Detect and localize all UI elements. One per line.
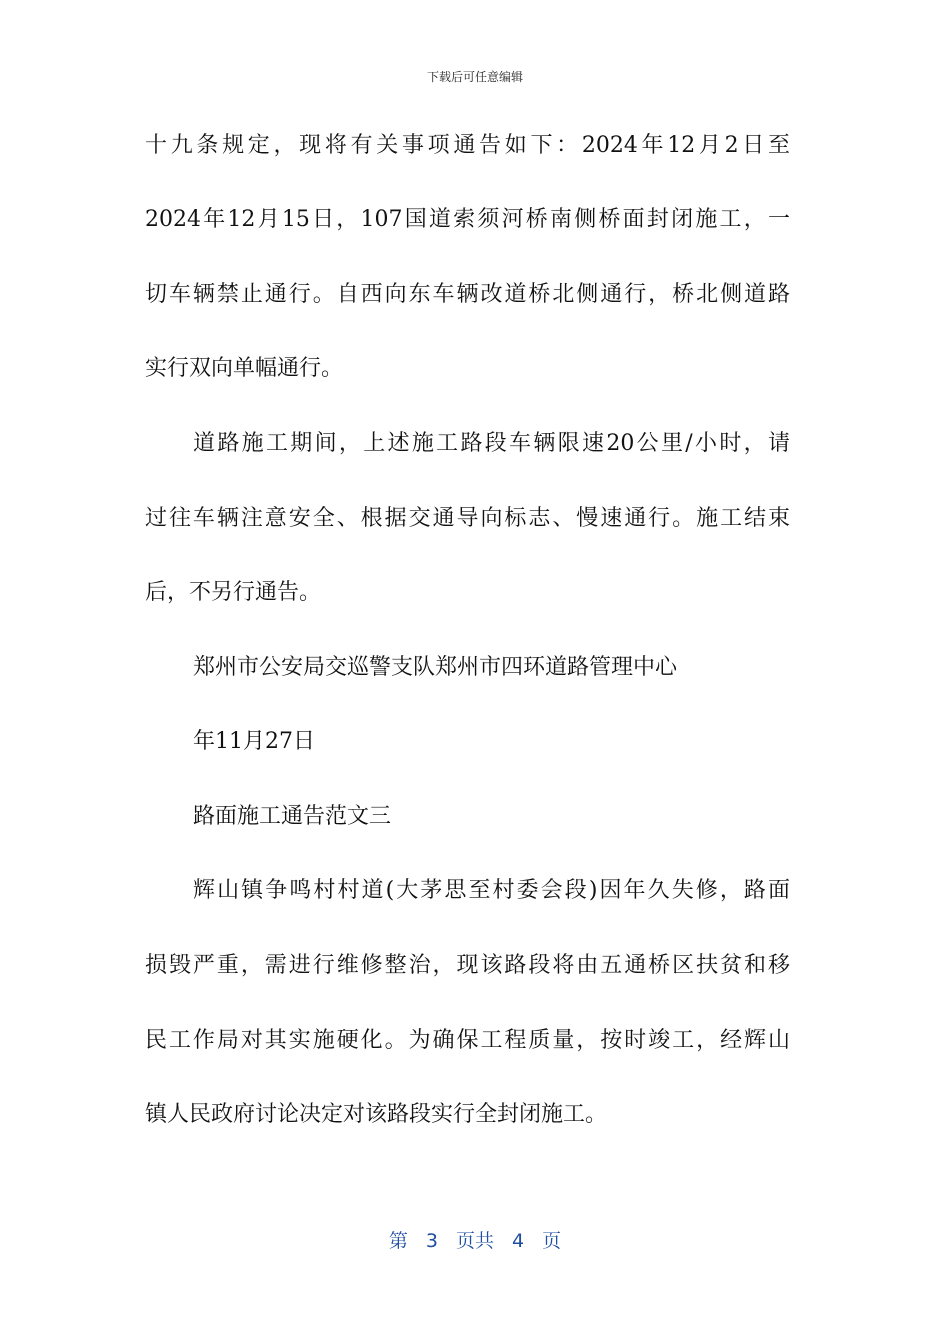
- text-line-6: 过往车辆注意安全、根据交通导向标志、慢速通行。施工结束: [145, 506, 790, 531]
- footer-middle: 页共: [455, 1230, 494, 1252]
- text-line-13: 民工作局对其实施硬化。为确保工程质量，按时竣工，经辉山: [145, 1028, 790, 1053]
- text-line-14: 镇人民政府讨论决定对该路段实行全封闭施工。: [145, 1102, 608, 1127]
- signature-organization: 郑州市公安局交巡警支队郑州市四环道路管理中心: [193, 655, 678, 680]
- page-footer: [0, 1226, 950, 1253]
- text-line-3: 切车辆禁止通行。自西向东车辆改道桥北侧通行，桥北侧道路: [145, 282, 790, 307]
- signature-date: 年11月27日: [193, 729, 315, 754]
- text-line-5: 道路施工期间，上述施工路段车辆限速20公里/小时，请: [193, 431, 790, 456]
- footer-page-number: 3: [425, 1230, 438, 1252]
- footer-total-pages: 4: [512, 1230, 525, 1252]
- text-line-4: 实行双向单幅通行。: [145, 356, 344, 381]
- text-line-7: 后，不另行通告。: [145, 580, 322, 605]
- footer-prefix: 第: [388, 1230, 408, 1252]
- text-line-11: 辉山镇争鸣村村道(大茅思至村委会段)因年久失修，路面: [193, 878, 790, 903]
- text-line-1: 十九条规定，现将有关事项通告如下：2024年12月2日至: [145, 133, 790, 158]
- header-note: 下载后可任意编辑: [426, 70, 523, 84]
- text-line-2: 2024年12月15日，107国道索须河桥南侧桥面封闭施工，一: [145, 207, 790, 232]
- text-line-12: 损毁严重，需进行维修整治，现该路段将由五通桥区扶贫和移: [145, 953, 790, 978]
- section-title: 路面施工通告范文三: [193, 804, 392, 829]
- footer-suffix: 页: [542, 1230, 562, 1252]
